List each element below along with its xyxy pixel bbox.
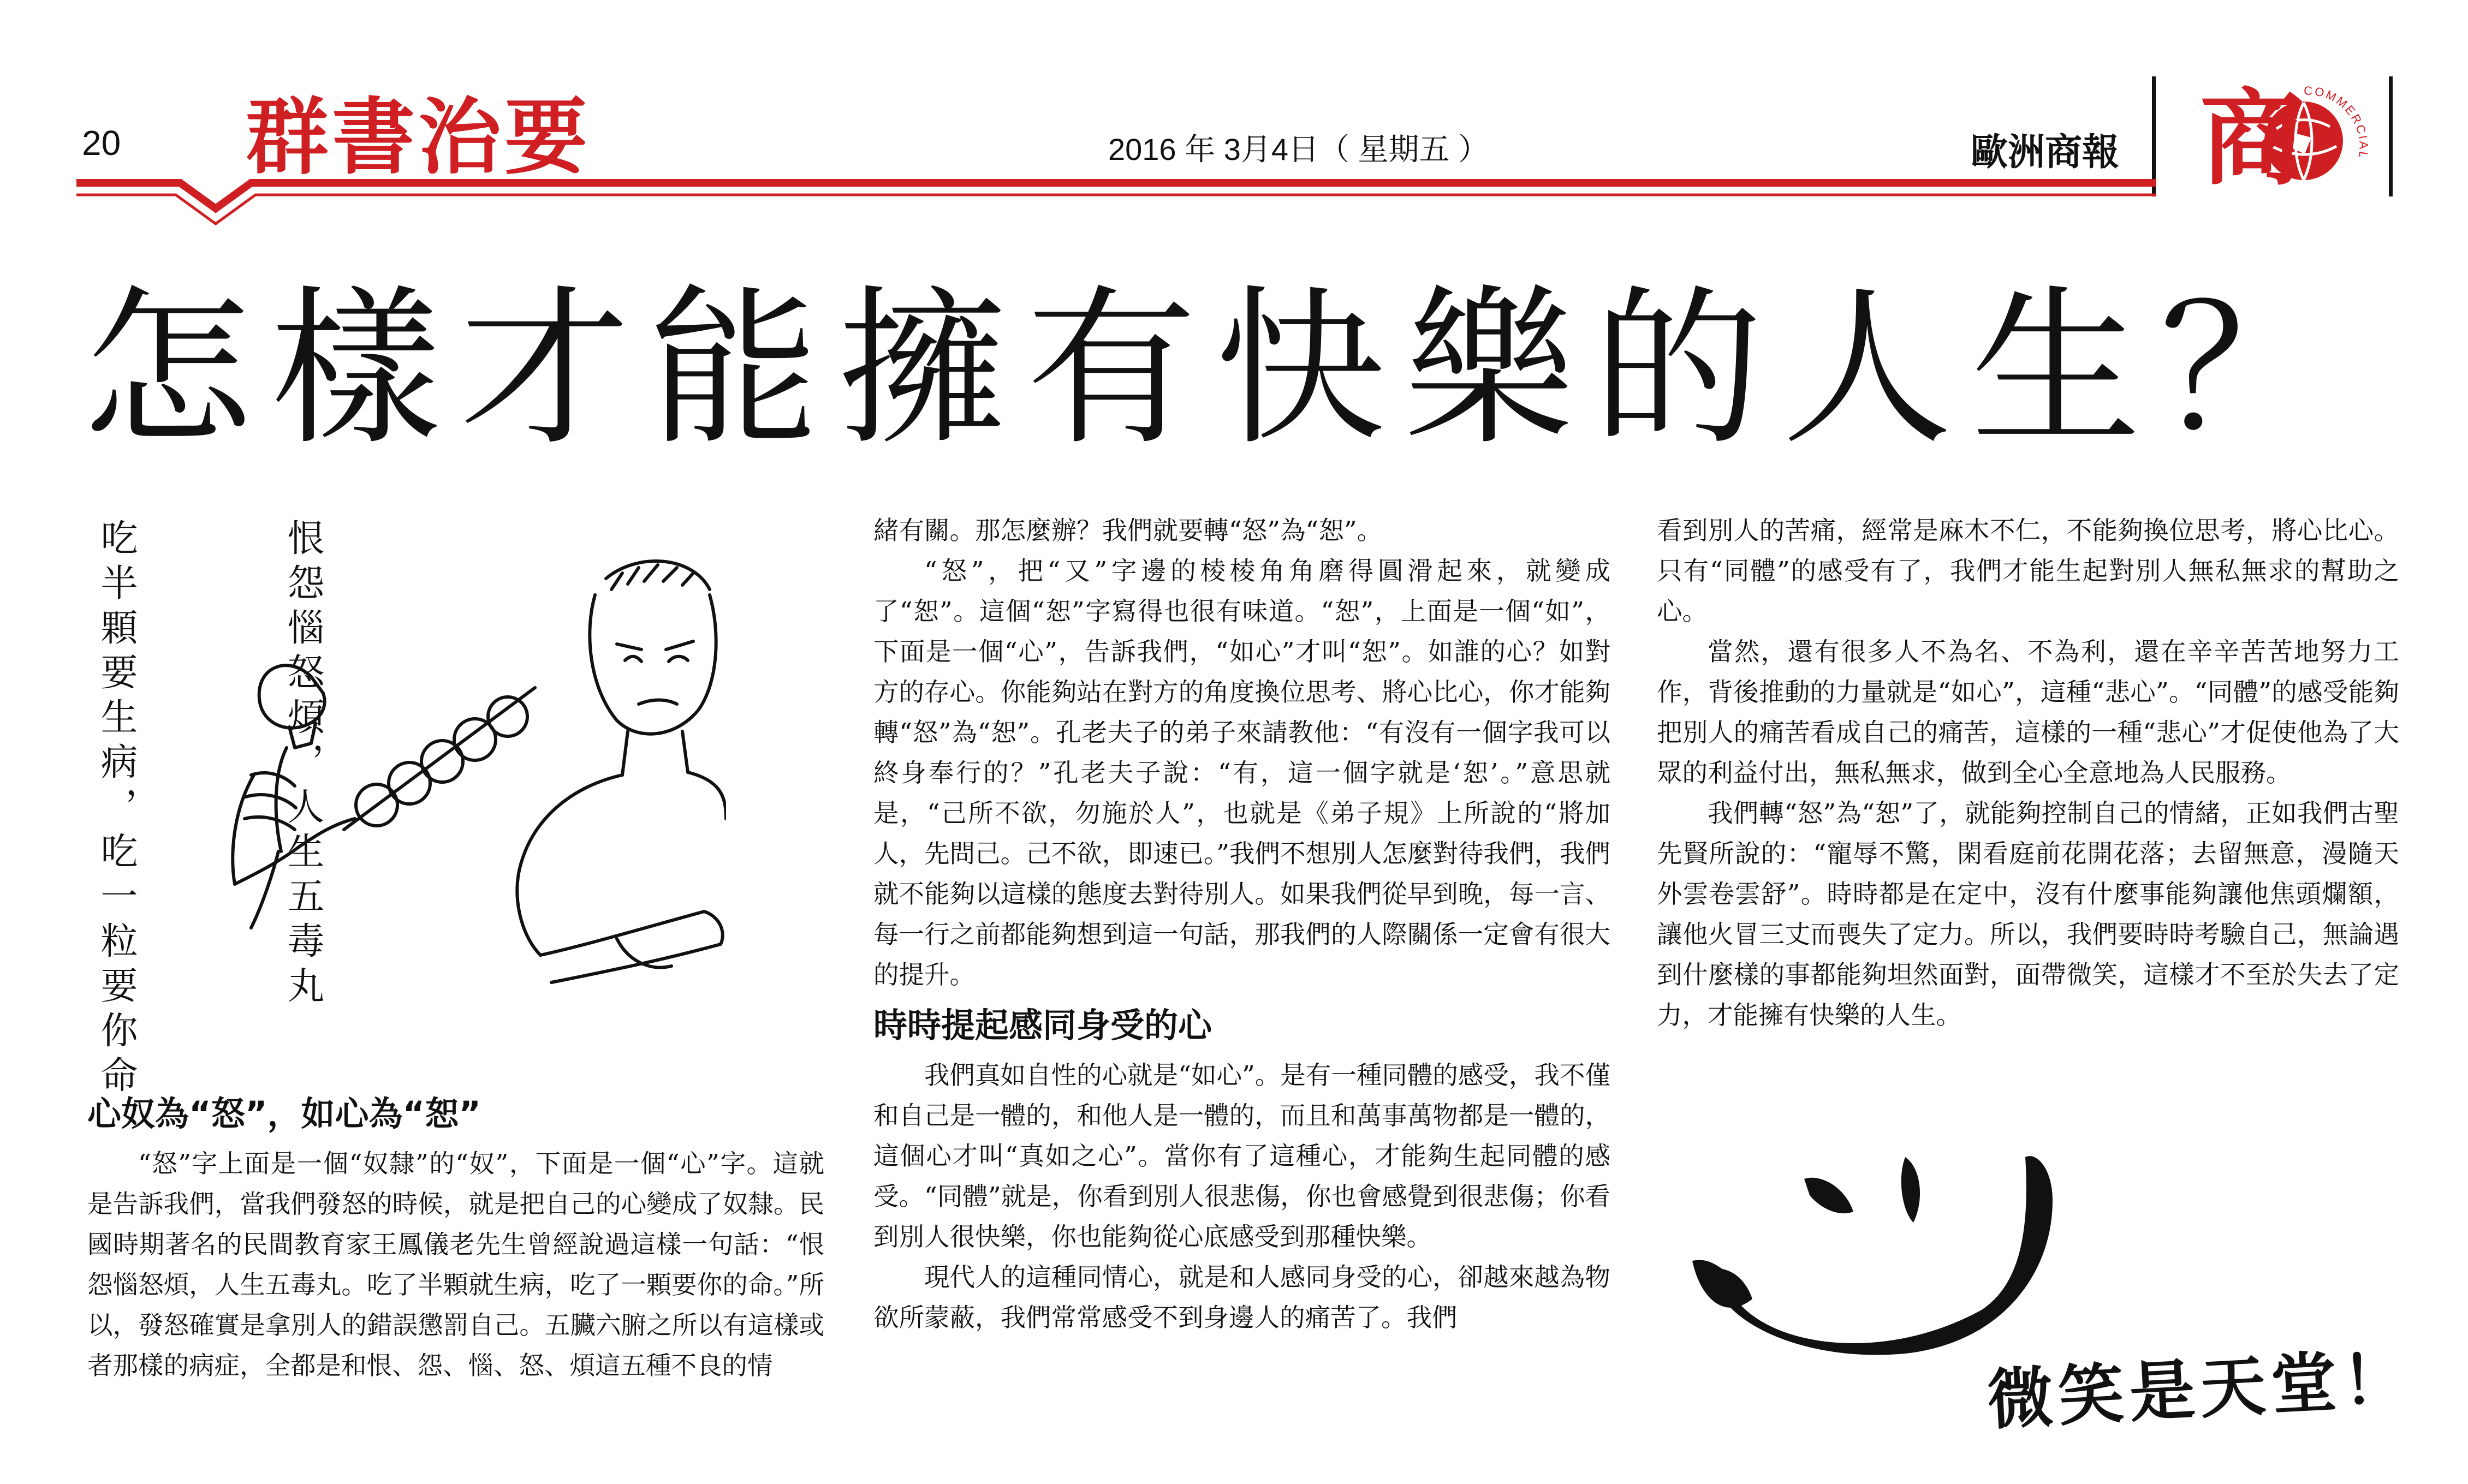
article-column-2	[873, 510, 1610, 1338]
illustration-poem-line-1: 恨怨惱怒煩，人生五毒丸	[281, 518, 324, 1011]
paragraph: “怒”，把“又”字邊的棱棱角角磨得圓滑起來，就變成了“恕”。這個“恕”字寫得也很有味道。“恕”，上面是一個“如”，下面是一個“心”，告訴我們，“如心”才叫“恕”。如誰的心？如對方的存心。你能夠站在對方的角度換位思考、將心比心，你才能夠轉“怒”為“恕”。孔老夫子的弟子來請教他：“有沒有一個字我可以終身奉行的？”孔老夫子說：“有，這一個字就是‘恕’。”意思就是，“己所不欲，勿施於人”，也就是《弟子規》上所說的“將加人，先問己。己不欲，即速已。”我們不想別人怎麼對待我們，我們就不能夠以這樣的態度去對待別人。如果我們從早到晚，每一言、每一行之前都能夠想到這一句話，那我們的人際關係一定會有很大的提升。	[873, 556, 1610, 990]
calligraphy-caption: 微笑是天堂！	[1985, 1339, 2415, 1439]
article-column-3	[1657, 510, 2399, 1035]
paragraph: 我們轉“怒”為“恕”了，就能夠控制自己的情緒，正如我們古聖先賢所說的：“寵辱不驚，閑看庭前花開花落；去留無意，漫隨天外雲卷雲舒”。時時都是在定中，沒有什麼事能夠讓他焦頭爛額，讓他火冒三丈而喪失了定力。所以，我們要時時考驗自己，無論遇到什麼樣的事都能夠坦然面對，面帶微笑，這樣才不至於失去了定力，才能擁有快樂的人生。	[1657, 798, 2399, 1030]
paper-name: 歐洲商報	[1971, 131, 2120, 174]
page-number: 20	[82, 123, 121, 163]
headline: 怎樣才能擁有快樂的人生？	[82, 270, 2348, 468]
paragraph: 我們真如自性的心就是“如心”。是有一種同體的感受，我不僅和自己是一體的，和他人是一體的，而且和萬事萬物都是一體的，這個心才叫“真如之心”。當你有了這種心，才能夠生起同體的感受。“同體”就是，你看到別人很悲傷，你也會感覺到很悲傷；你看到別人很快樂，你也能夠從心底感受到那種快樂。	[873, 1060, 1610, 1251]
paragraph: 當然，還有很多人不為名、不為利，還在辛辛苦苦地努力工作，背後推動的力量就是“如心”，這種“悲心”。“同體”的感受能夠把別人的痛苦看成自己的痛苦，這樣的一種“悲心”才促使他為了大眾的利益付出，無私無求，做到全心全意地為人民服務。	[1657, 637, 2399, 788]
logo-character: 商	[2200, 78, 2304, 196]
man-crossed-arms	[540, 911, 723, 982]
issue-date: 2016 年 3月4日（ 星期五 ）	[1108, 132, 1489, 166]
logo-ring-text: COMMERCIAL	[2303, 84, 2371, 161]
section-heading-nu-shu: 心奴為“怒”，如心為“恕”	[87, 1094, 481, 1134]
paragraph: 看到別人的苦痛，經常是麻木不仁，不能夠換位思考，將心比心。只有“同體”的感受有了，我們才能生起對別人無私無求的幫助之心。	[1657, 516, 2399, 626]
section-title: 群書治要	[246, 88, 591, 186]
illustration-poem-line-2: 吃半顆要生病，吃一粒要你命	[94, 518, 138, 1100]
calligraphy-heart-character	[1676, 1135, 2058, 1364]
cartoon-illustration	[71, 491, 726, 1037]
skewer-stick	[344, 688, 535, 830]
paragraph: 緒有關。那怎麼辦？我們就要轉“怒”為“恕”。	[873, 516, 1383, 545]
man-face	[590, 595, 716, 734]
section-heading-empathy: 時時提起感同身受的心	[873, 1005, 1212, 1045]
header-red-rule	[0, 0, 2468, 229]
man-shoulders	[517, 772, 726, 955]
man-hair	[606, 561, 710, 589]
article-column-1	[87, 1083, 824, 1386]
paragraph: 現代人的這種同情心，就是和人感同身受的心，卻越來越為物欲所蒙蔽，我們常常感受不到身邊人的痛苦了。我們	[873, 1262, 1610, 1332]
paragraph: “怒”字上面是一個“奴隸”的“奴”，下面是一個“心”字。這就是告訴我們，當我們發怒的時候，就是把自己的心變成了奴隸。民國時期著名的民間教育家王鳳儀老先生曾經說過這樣一句話：“恨怨惱怒煩，人生五毒丸。吃了半顆就生病，吃了一顆要你的命。”所以，發怒確實是拿別人的錯誤懲罰自己。五臟六腑之所以有這樣或者那樣的病症，全都是和恨、怨、惱、怒、煩這五種不良的情	[87, 1149, 824, 1380]
man-neck	[622, 731, 688, 775]
brand-logo-icon	[2178, 76, 2386, 196]
